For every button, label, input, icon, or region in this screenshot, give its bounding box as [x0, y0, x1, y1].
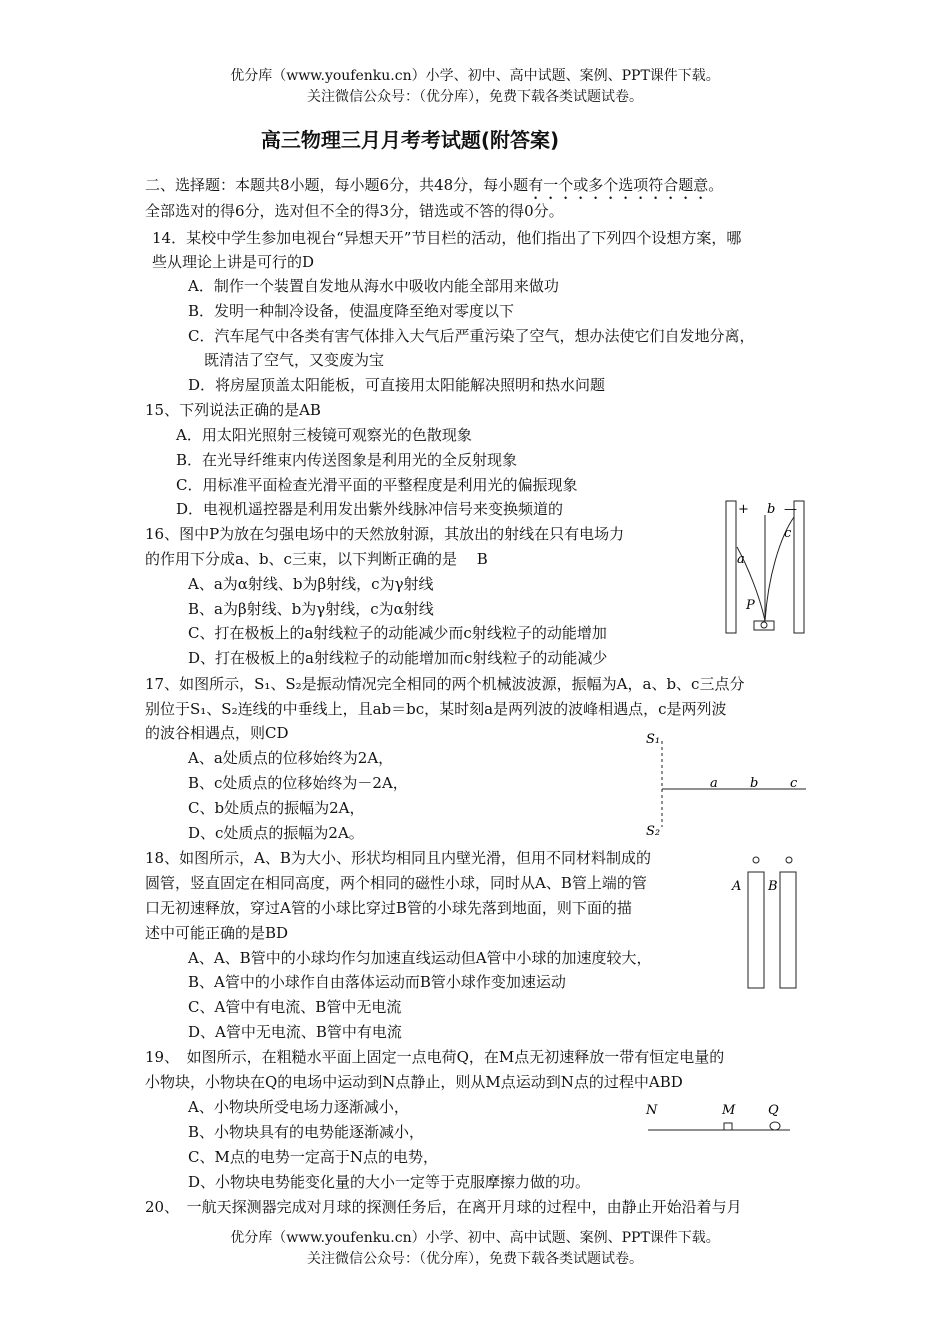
q18-option-c: C、A管中有电流、B管中无电流 — [188, 998, 402, 1016]
q17-option-c: C、b处质点的振幅为2A， — [188, 799, 365, 817]
q14-stem-1: 14．某校中学生参加电视台“异想天开”节目栏的活动，他们指出了下列四个设想方案，哪 — [152, 229, 742, 247]
q15-option-c: C．用标准平面检查光滑平面的平整程度是利用光的偏振现象 — [176, 476, 578, 494]
q19-stem-2: 小物块，小物块在Q的电场中运动到N点静止，则从M点运动到N点的过程中ABD — [145, 1073, 683, 1091]
charge-q — [770, 1122, 780, 1130]
header-line-2: 关注微信公众号：（优分库），免费下载各类试题试卷。 — [307, 89, 643, 105]
q17-option-d: D、c处质点的振幅为2A。 — [188, 824, 364, 842]
ball-b — [786, 857, 792, 863]
section-intro-line-1: 二、选择题：本题共8小题，每小题6分，共48分，每小题有一个或多个选项符合题意。 — [145, 176, 724, 194]
label-c: c — [784, 526, 792, 541]
wave-sources-diagram — [640, 727, 810, 842]
radiation-field-diagram — [720, 497, 810, 637]
q18-option-b: B、A管中的小球作自由落体运动而B管小球作变加速运动 — [188, 973, 566, 991]
q18-option-d: D、A管中无电流、B管中有电流 — [188, 1023, 402, 1041]
charge-surface-diagram — [640, 1100, 800, 1136]
q15-option-b: B．在光导纤维束内传送图象是利用光的全反射现象 — [176, 451, 518, 469]
tubes-diagram — [728, 852, 808, 992]
q19-option-a: A、小物块所受电场力逐渐减小， — [188, 1098, 409, 1116]
q17-stem-3: 的波谷相遇点，则CD — [145, 724, 289, 742]
q14-option-a: A．制作一个装置自发地从海水中吸收内能全部用来做功 — [188, 277, 559, 295]
label-b: b — [750, 776, 759, 791]
q19-option-d: D、小物块电势能变化量的大小一定等于克服摩擦力做的功。 — [188, 1173, 591, 1191]
label-a: A — [732, 879, 742, 894]
q20-stem-1: 20、 一航天探测器完成对月球的探测任务后，在离开月球的过程中，由静止开始沿着与月 — [145, 1198, 742, 1216]
q16-option-b: B、a为β射线、b为γ射线，c为α射线 — [188, 600, 434, 618]
q16-stem-1: 16、图中P为放在匀强电场中的天然放射源，其放出的射线在只有电场力 — [145, 525, 625, 543]
tube-b — [780, 872, 796, 988]
q18-stem-4: 述中可能正确的是BD — [145, 924, 289, 942]
q15-stem: 15、下列说法正确的是AB — [145, 401, 321, 419]
q19-option-c: C、M点的电势一定高于N点的电势， — [188, 1148, 438, 1166]
label-s1: S₁ — [646, 732, 661, 747]
q19-stem-1: 19、 如图所示，在粗糙水平面上固定一点电荷Q，在M点无初速释放一带有恒定电量的 — [145, 1048, 725, 1066]
footer-line-1: 优分库（www.youfenku.cn）小学、初中、高中试题、案例、PPT课件下载。 — [230, 1230, 720, 1246]
minus-label: — — [784, 502, 797, 517]
q14-option-d: D．将房屋顶盖太阳能板，可直接用太阳能解决照明和热水问题 — [188, 376, 606, 394]
q18-stem-1: 18、如图所示，A、B为大小、形状均相同且内壁光滑，但用不同材料制成的 — [145, 849, 651, 867]
block-m — [724, 1123, 732, 1130]
label-b: B — [768, 879, 778, 894]
q14-option-c-1: C．汽车尾气中各类有害气体排入大气后严重污染了空气，想办法使它们自发地分离， — [188, 327, 755, 345]
q17-option-a: A、a处质点的位移始终为2A， — [188, 749, 394, 767]
label-a: a — [737, 552, 745, 567]
q14-stem-2: 些从理论上讲是可行的D — [152, 253, 315, 271]
label-p: P — [746, 598, 755, 613]
q17-stem-1: 17、如图所示，S₁、S₂是振动情况完全相同的两个机械波波源，振幅为A，a、b、c三点分 — [145, 675, 745, 693]
q15-option-a: A．用太阳光照射三棱镜可观察光的色散现象 — [176, 426, 472, 444]
emphasis-text: 有一个或多个选项符合题意 — [528, 176, 709, 194]
label-b: b — [767, 502, 776, 517]
q19-option-b: B、小物块具有的电势能逐渐减小， — [188, 1123, 425, 1141]
tube-a — [748, 872, 764, 988]
section-intro-line-2: 全部选对的得6分，选对但不全的得3分，错选或不答的得0分。 — [145, 202, 564, 220]
q16-option-d: D、打在极板上的a射线粒子的动能增加而c射线粒子的动能减少 — [188, 649, 608, 667]
page-title: 高三物理三月月考考试题(附答案) — [260, 128, 560, 152]
right-plate — [794, 501, 804, 633]
q18-stem-3: 口无初速释放，穿过A管的小球比穿过B管的小球先落到地面，则下面的描 — [145, 899, 632, 917]
label-q: Q — [768, 1103, 779, 1118]
label-m: M — [722, 1103, 736, 1118]
q17-option-b: B、c处质点的位移始终为－2A， — [188, 774, 408, 792]
header-line-1: 优分库（www.youfenku.cn）小学、初中、高中试题、案例、PPT课件下载。 — [230, 68, 720, 84]
label-c: c — [790, 776, 798, 791]
label-s2: S₂ — [646, 824, 661, 839]
label-n: N — [646, 1103, 658, 1118]
q14-option-c-2: 既清洁了空气，又变废为宝 — [204, 351, 385, 369]
q18-stem-2: 圆管，竖直固定在相同高度，两个相同的磁性小球，同时从A、B管上端的管 — [145, 874, 647, 892]
ball-a — [753, 857, 759, 863]
q17-stem-2: 别位于S₁、S₂连线的中垂线上，且ab＝bc，某时刻a是两列波的波峰相遇点，c是两列波 — [145, 700, 727, 718]
q15-option-d: D．电视机遥控器是利用发出紫外线脉冲信号来变换频道的 — [176, 500, 564, 518]
label-a: a — [710, 776, 718, 791]
q18-option-a: A、A、B管中的小球均作匀加速直线运动但A管中小球的加速度较大， — [188, 949, 652, 967]
q16-option-c: C、打在极板上的a射线粒子的动能减少而c射线粒子的动能增加 — [188, 624, 607, 642]
q16-option-a: A、a为α射线、b为β射线，c为γ射线 — [188, 575, 434, 593]
footer-line-2: 关注微信公众号：（优分库），免费下载各类试题试卷。 — [307, 1251, 643, 1267]
q16-stem-2: 的作用下分成a、b、c三束，以下判断正确的是 B — [145, 550, 488, 568]
left-plate — [726, 501, 736, 633]
plus-label: + — [738, 502, 749, 517]
q14-option-b: B．发明一种制冷设备，使温度降至绝对零度以下 — [188, 302, 515, 320]
